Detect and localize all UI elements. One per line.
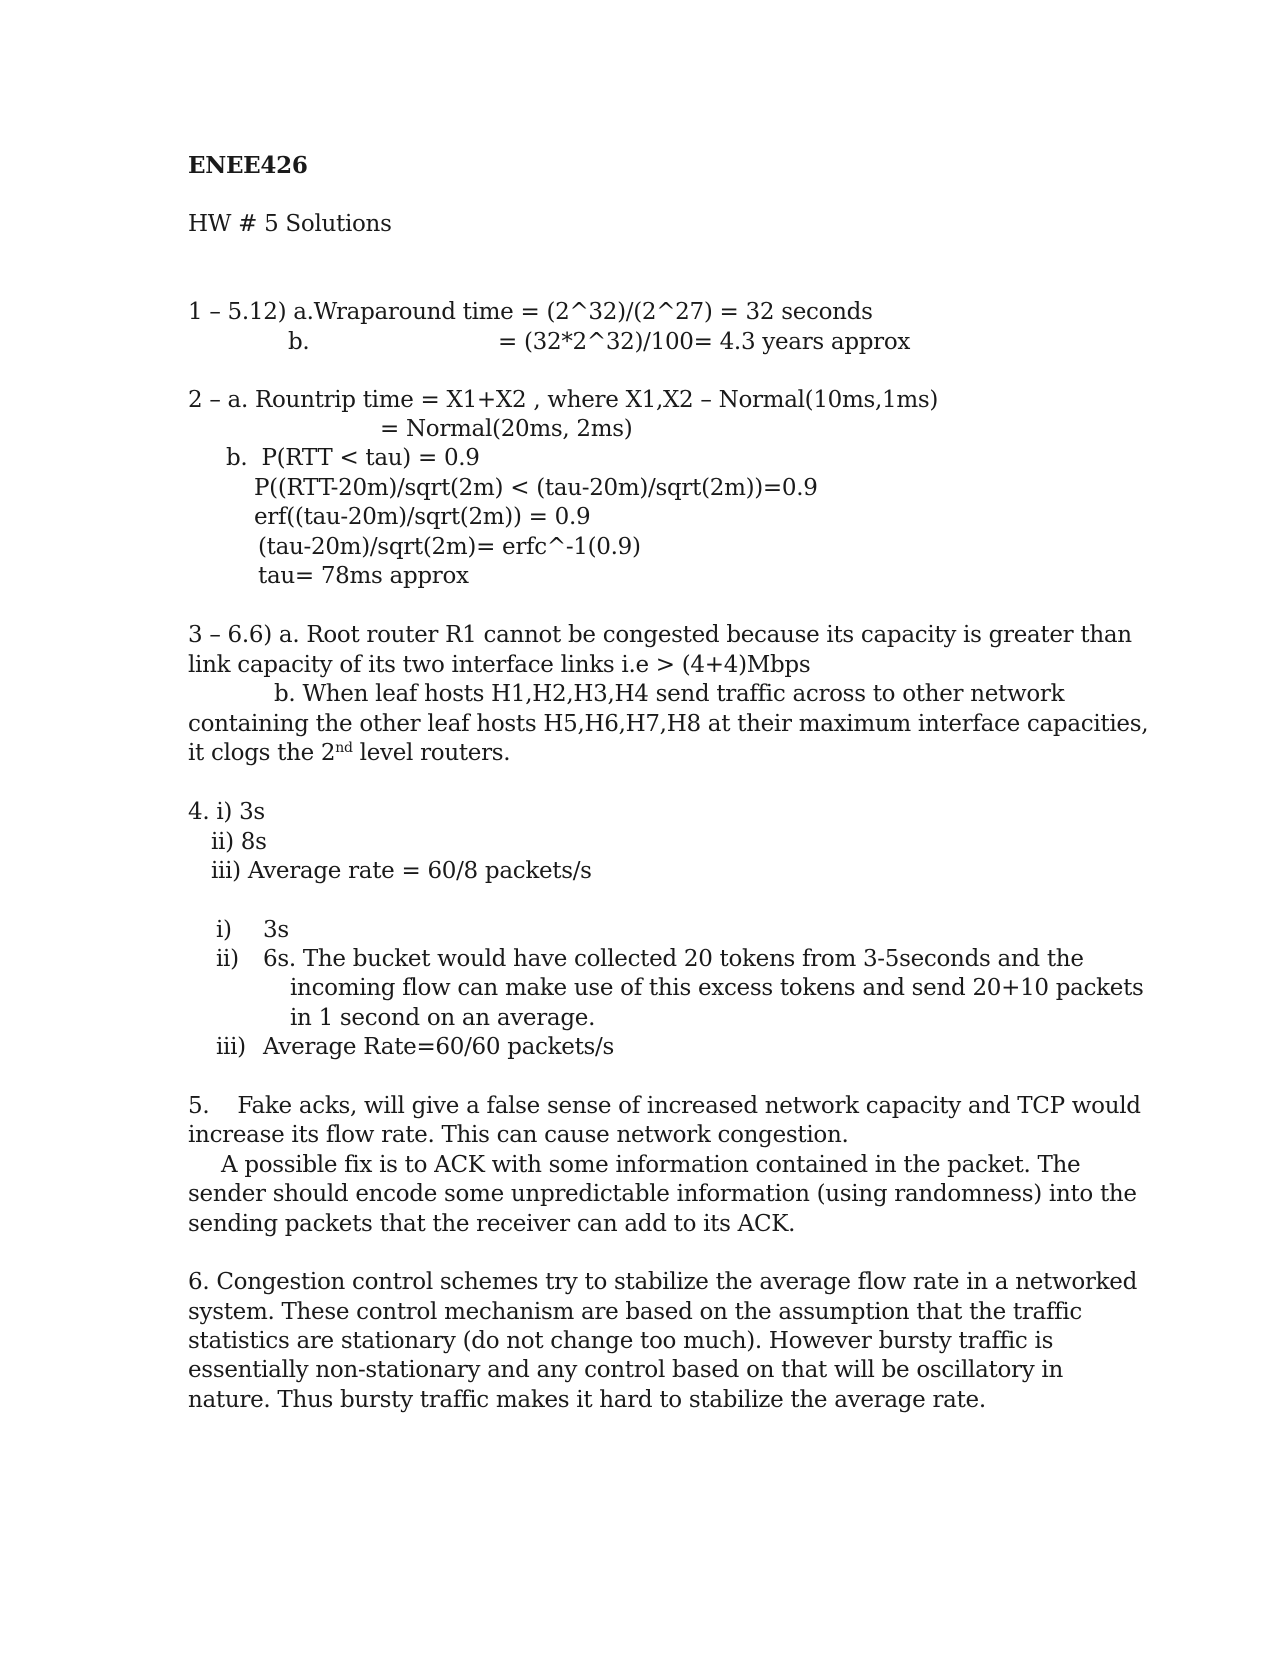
q2-line-7: tau= 78ms approx: [258, 563, 469, 589]
q5-line-2: increase its flow rate. This can cause network congestion.: [188, 1122, 849, 1148]
q2-line-2: = Normal(20ms, 2ms): [380, 416, 633, 442]
q4-line-3: iii) Average rate = 60/8 packets/s: [211, 858, 592, 884]
q6-line-5: nature. Thus bursty traffic makes it hard to stabilize the average rate.: [188, 1387, 986, 1413]
q4-item-2-cont-2: in 1 second on an average.: [290, 1005, 596, 1031]
q4-item-3-text: Average Rate=60/60 packets/s: [263, 1034, 614, 1060]
q3-line-1: 3 – 6.6) a. Root router R1 cannot be congested because its capacity is greater than: [188, 622, 1132, 648]
q4-item-1-num: i): [216, 917, 232, 943]
q4-item-2-text: 6s. The bucket would have collected 20 tokens from 3-5seconds and the: [263, 946, 1084, 972]
q1-line-2-label: b.: [288, 329, 310, 355]
q3-line-5-post: level routers.: [352, 740, 511, 766]
q4-item-2-num: ii): [216, 946, 239, 972]
q1-line-2-value: = (32*2^32)/100= 4.3 years approx: [498, 329, 911, 355]
q5-line-4: sender should encode some unpredictable information (using randomness) into the: [188, 1181, 1137, 1207]
q3-line-3: b. When leaf hosts H1,H2,H3,H4 send traffic across to other network: [274, 681, 1065, 707]
q5-line-3: A possible fix is to ACK with some information contained in the packet. The: [221, 1152, 1081, 1178]
course-title: ENEE426: [188, 152, 308, 179]
q2-line-6: (tau-20m)/sqrt(2m)= erfc^-1(0.9): [258, 534, 641, 560]
q3-line-2: link capacity of its two interface links i.e > (4+4)Mbps: [188, 652, 811, 678]
q3-line-5-sup: nd: [335, 740, 353, 756]
q6-line-2: system. These control mechanism are based on the assumption that the traffic: [188, 1299, 1083, 1325]
q2-line-4: P((RTT-20m)/sqrt(2m) < (tau-20m)/sqrt(2m))=0.9: [254, 475, 818, 501]
q6-line-1: 6. Congestion control schemes try to stabilize the average flow rate in a networked: [188, 1269, 1137, 1295]
q5-line-5: sending packets that the receiver can add to its ACK.: [188, 1211, 796, 1237]
q4-line-1: 4. i) 3s: [188, 799, 265, 825]
q2-line-5: erf((tau-20m)/sqrt(2m)) = 0.9: [254, 504, 591, 530]
document-subtitle: HW # 5 Solutions: [188, 211, 392, 237]
q4-item-2-cont-1: incoming flow can make use of this excess tokens and send 20+10 packets: [290, 975, 1144, 1001]
q4-item-1-text: 3s: [263, 917, 289, 943]
q4-item-3-num: iii): [216, 1034, 246, 1060]
q2-line-1: 2 – a. Rountrip time = X1+X2 , where X1,X2 – Normal(10ms,1ms): [188, 387, 939, 413]
q6-line-3: statistics are stationary (do not change too much). However bursty traffic is: [188, 1328, 1054, 1354]
q3-line-5: [188, 739, 510, 767]
q3-line-4: containing the other leaf hosts H5,H6,H7,H8 at their maximum interface capacities,: [188, 711, 1149, 737]
q2-line-3: b. P(RTT < tau) = 0.9: [226, 445, 480, 471]
q6-line-4: essentially non-stationary and any control based on that will be oscillatory in: [188, 1357, 1063, 1383]
q5-line-1: 5. Fake acks, will give a false sense of increased network capacity and TCP would: [188, 1093, 1141, 1119]
q3-line-5-pre: it clogs the 2: [188, 740, 336, 766]
q4-line-2: ii) 8s: [211, 829, 267, 855]
q1-line-1: 1 – 5.12) a.Wraparound time = (2^32)/(2^27) = 32 seconds: [188, 299, 873, 325]
